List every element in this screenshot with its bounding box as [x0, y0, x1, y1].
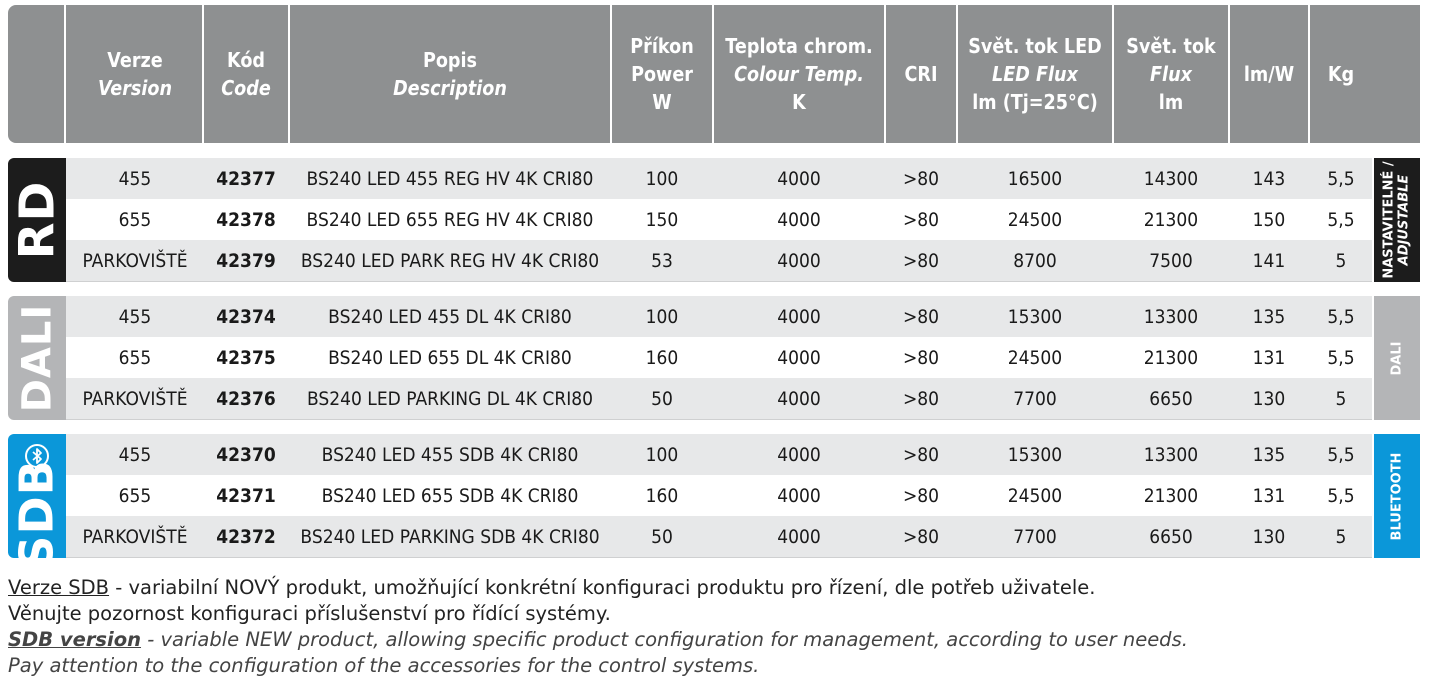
cell-flux: 21300	[1143, 346, 1199, 369]
cell-description: BS240 LED 655 SDB 4K CRI80	[321, 484, 579, 507]
cell-kg: 5,5	[1327, 167, 1355, 190]
cell-temp: 4000	[777, 387, 821, 410]
table-row	[66, 337, 1372, 378]
header-led-flux: Svět. tok LED LED Flux lm (Tj=25°C)	[968, 34, 1102, 114]
cell-kg: 5,5	[1327, 305, 1355, 328]
row-divider	[66, 281, 1372, 282]
table-row	[66, 475, 1372, 516]
header-description: Popis Description	[393, 48, 507, 100]
cell-temp: 4000	[777, 346, 821, 369]
header-lmw: lm/W	[1243, 62, 1295, 86]
cell-flux: 13300	[1143, 305, 1199, 328]
cell-version: 455	[118, 167, 152, 190]
cell-version: PARKOVIŠTĚ	[82, 249, 188, 272]
side-label-bluetooth	[1374, 434, 1420, 558]
table-row	[66, 158, 1372, 199]
cell-led-flux: 15300	[1007, 305, 1063, 328]
row-divider	[66, 419, 1372, 420]
header-divider	[610, 5, 612, 143]
cell-description: BS240 LED PARKING SDB 4K CRI80	[300, 525, 600, 548]
header-version: Verze Version	[97, 48, 173, 100]
cell-led-flux: 24500	[1007, 484, 1063, 507]
cell-description: BS240 LED 455 REG HV 4K CRI80	[306, 167, 594, 190]
cell-cri: >80	[902, 167, 940, 190]
cell-lmw: 143	[1252, 167, 1286, 190]
footnote-en-2	[8, 654, 759, 677]
header-kg: Kg	[1327, 62, 1355, 86]
cell-version: 655	[118, 484, 152, 507]
cell-lmw: 141	[1252, 249, 1286, 272]
cell-version: PARKOVIŠTĚ	[82, 525, 188, 548]
cell-cri: >80	[902, 484, 940, 507]
cell-lmw: 131	[1252, 484, 1286, 507]
cell-version: 455	[118, 443, 152, 466]
table-row	[66, 199, 1372, 240]
cell-code: 42377	[216, 167, 276, 190]
footnote-text: Věnujte pozornost konfiguraci příslušenství pro řídící systémy.	[8, 602, 611, 625]
cell-flux: 6650	[1149, 387, 1193, 410]
cell-code: 42372	[216, 525, 276, 548]
cell-description: BS240 LED 455 DL 4K CRI80	[328, 305, 572, 328]
cell-led-flux: 24500	[1007, 208, 1063, 231]
cell-led-flux: 24500	[1007, 346, 1063, 369]
table-row	[66, 516, 1372, 557]
cell-cri: >80	[902, 208, 940, 231]
cell-version: 455	[118, 305, 152, 328]
side-label-adjustable	[1374, 158, 1420, 282]
cell-temp: 4000	[777, 167, 821, 190]
side-label-text: NASTAVITELNÉ /	[1382, 161, 1397, 279]
cell-flux: 21300	[1143, 484, 1199, 507]
footnote-label: SDB version	[8, 628, 142, 651]
cell-lmw: 135	[1252, 305, 1286, 328]
cell-flux: 6650	[1149, 525, 1193, 548]
cell-description: BS240 LED PARKING DL 4K CRI80	[306, 387, 594, 410]
cell-power: 50	[651, 387, 673, 410]
footnote-cz-2	[8, 602, 611, 625]
cell-led-flux: 7700	[1013, 525, 1057, 548]
cell-cri: >80	[902, 305, 940, 328]
cell-code: 42375	[216, 346, 276, 369]
cell-lmw: 150	[1252, 208, 1286, 231]
cell-temp: 4000	[777, 484, 821, 507]
header-divider	[1308, 5, 1310, 143]
cell-led-flux: 8700	[1013, 249, 1057, 272]
cell-code: 42371	[216, 484, 276, 507]
cell-kg: 5	[1335, 387, 1347, 410]
header-cri: CRI	[904, 62, 938, 86]
cell-temp: 4000	[777, 208, 821, 231]
cell-kg: 5,5	[1327, 443, 1355, 466]
group-tab-rd	[8, 158, 66, 282]
cell-kg: 5,5	[1327, 208, 1355, 231]
header-divider	[1112, 5, 1114, 143]
cell-power: 160	[645, 346, 679, 369]
side-label-text: BLUETOOTH	[1389, 452, 1405, 540]
cell-lmw: 130	[1252, 525, 1286, 548]
cell-kg: 5	[1335, 249, 1347, 272]
cell-power: 150	[645, 208, 679, 231]
table-row	[66, 240, 1372, 281]
cell-code: 42370	[216, 443, 276, 466]
table-row	[66, 434, 1372, 475]
header-divider	[288, 5, 290, 143]
cell-cri: >80	[902, 387, 940, 410]
row-divider	[66, 557, 1372, 558]
cell-power: 53	[651, 249, 673, 272]
cell-cri: >80	[902, 443, 940, 466]
cell-cri: >80	[902, 249, 940, 272]
side-label-text: ADJUSTABLE	[1397, 174, 1412, 266]
group-tab-label: DALI	[14, 303, 60, 413]
cell-temp: 4000	[777, 249, 821, 272]
cell-led-flux: 15300	[1007, 443, 1063, 466]
group-tab-dali	[8, 296, 66, 420]
cell-temp: 4000	[777, 525, 821, 548]
cell-version: PARKOVIŠTĚ	[82, 387, 188, 410]
header-power: Příkon Power W	[630, 34, 694, 114]
group-tab-label: SDB	[10, 459, 64, 569]
table-row	[66, 296, 1372, 337]
header-divider	[64, 5, 66, 143]
header-divider	[956, 5, 958, 143]
footnote-text: - variabilní NOVÝ produkt, umožňující konkrétní konfiguraci produktu pro řízení, dle potřeb uživatele.	[109, 576, 1096, 599]
header-divider	[202, 5, 204, 143]
cell-flux: 13300	[1143, 443, 1199, 466]
cell-code: 42374	[216, 305, 276, 328]
cell-kg: 5,5	[1327, 484, 1355, 507]
group-tab-label: RD	[9, 180, 65, 260]
footnote-text: - variable NEW product, allowing specific product configuration for management, according to user needs.	[141, 628, 1188, 651]
side-label-text: DALI	[1389, 341, 1405, 375]
side-label-dali	[1374, 296, 1420, 420]
cell-kg: 5,5	[1327, 346, 1355, 369]
cell-lmw: 135	[1252, 443, 1286, 466]
header-divider	[712, 5, 714, 143]
cell-code: 42379	[216, 249, 276, 272]
header-flux: Svět. tok Flux lm	[1126, 34, 1216, 114]
cell-flux: 7500	[1149, 249, 1193, 272]
cell-power: 100	[645, 305, 679, 328]
group-tab-sdb	[8, 434, 66, 569]
cell-flux: 14300	[1143, 167, 1199, 190]
header-code: Kód Code	[221, 48, 271, 100]
cell-led-flux: 16500	[1007, 167, 1063, 190]
cell-code: 42376	[216, 387, 276, 410]
header-divider	[884, 5, 886, 143]
cell-lmw: 130	[1252, 387, 1286, 410]
cell-description: BS240 LED 655 DL 4K CRI80	[328, 346, 572, 369]
cell-description: BS240 LED 655 REG HV 4K CRI80	[306, 208, 594, 231]
cell-led-flux: 7700	[1013, 387, 1057, 410]
footnote-cz-1	[8, 576, 1096, 599]
cell-description: BS240 LED PARK REG HV 4K CRI80	[300, 249, 600, 272]
cell-version: 655	[118, 346, 152, 369]
cell-cri: >80	[902, 346, 940, 369]
cell-kg: 5	[1335, 525, 1347, 548]
header-divider	[1228, 5, 1230, 143]
cell-temp: 4000	[777, 443, 821, 466]
footnote-label: Verze SDB	[8, 576, 110, 599]
cell-code: 42378	[216, 208, 276, 231]
cell-description: BS240 LED 455 SDB 4K CRI80	[321, 443, 579, 466]
cell-power: 50	[651, 525, 673, 548]
header-colour-temp: Teplota chrom. Colour Temp. K	[725, 34, 873, 114]
cell-flux: 21300	[1143, 208, 1199, 231]
footnote-text: Pay attention to the configuration of the accessories for the control systems.	[8, 654, 760, 677]
cell-power: 100	[645, 443, 679, 466]
footnote-en-1	[8, 628, 1188, 651]
cell-lmw: 131	[1252, 346, 1286, 369]
cell-temp: 4000	[777, 305, 821, 328]
cell-cri: >80	[902, 525, 940, 548]
cell-power: 100	[645, 167, 679, 190]
cell-version: 655	[118, 208, 152, 231]
cell-power: 160	[645, 484, 679, 507]
table-row	[66, 378, 1372, 419]
